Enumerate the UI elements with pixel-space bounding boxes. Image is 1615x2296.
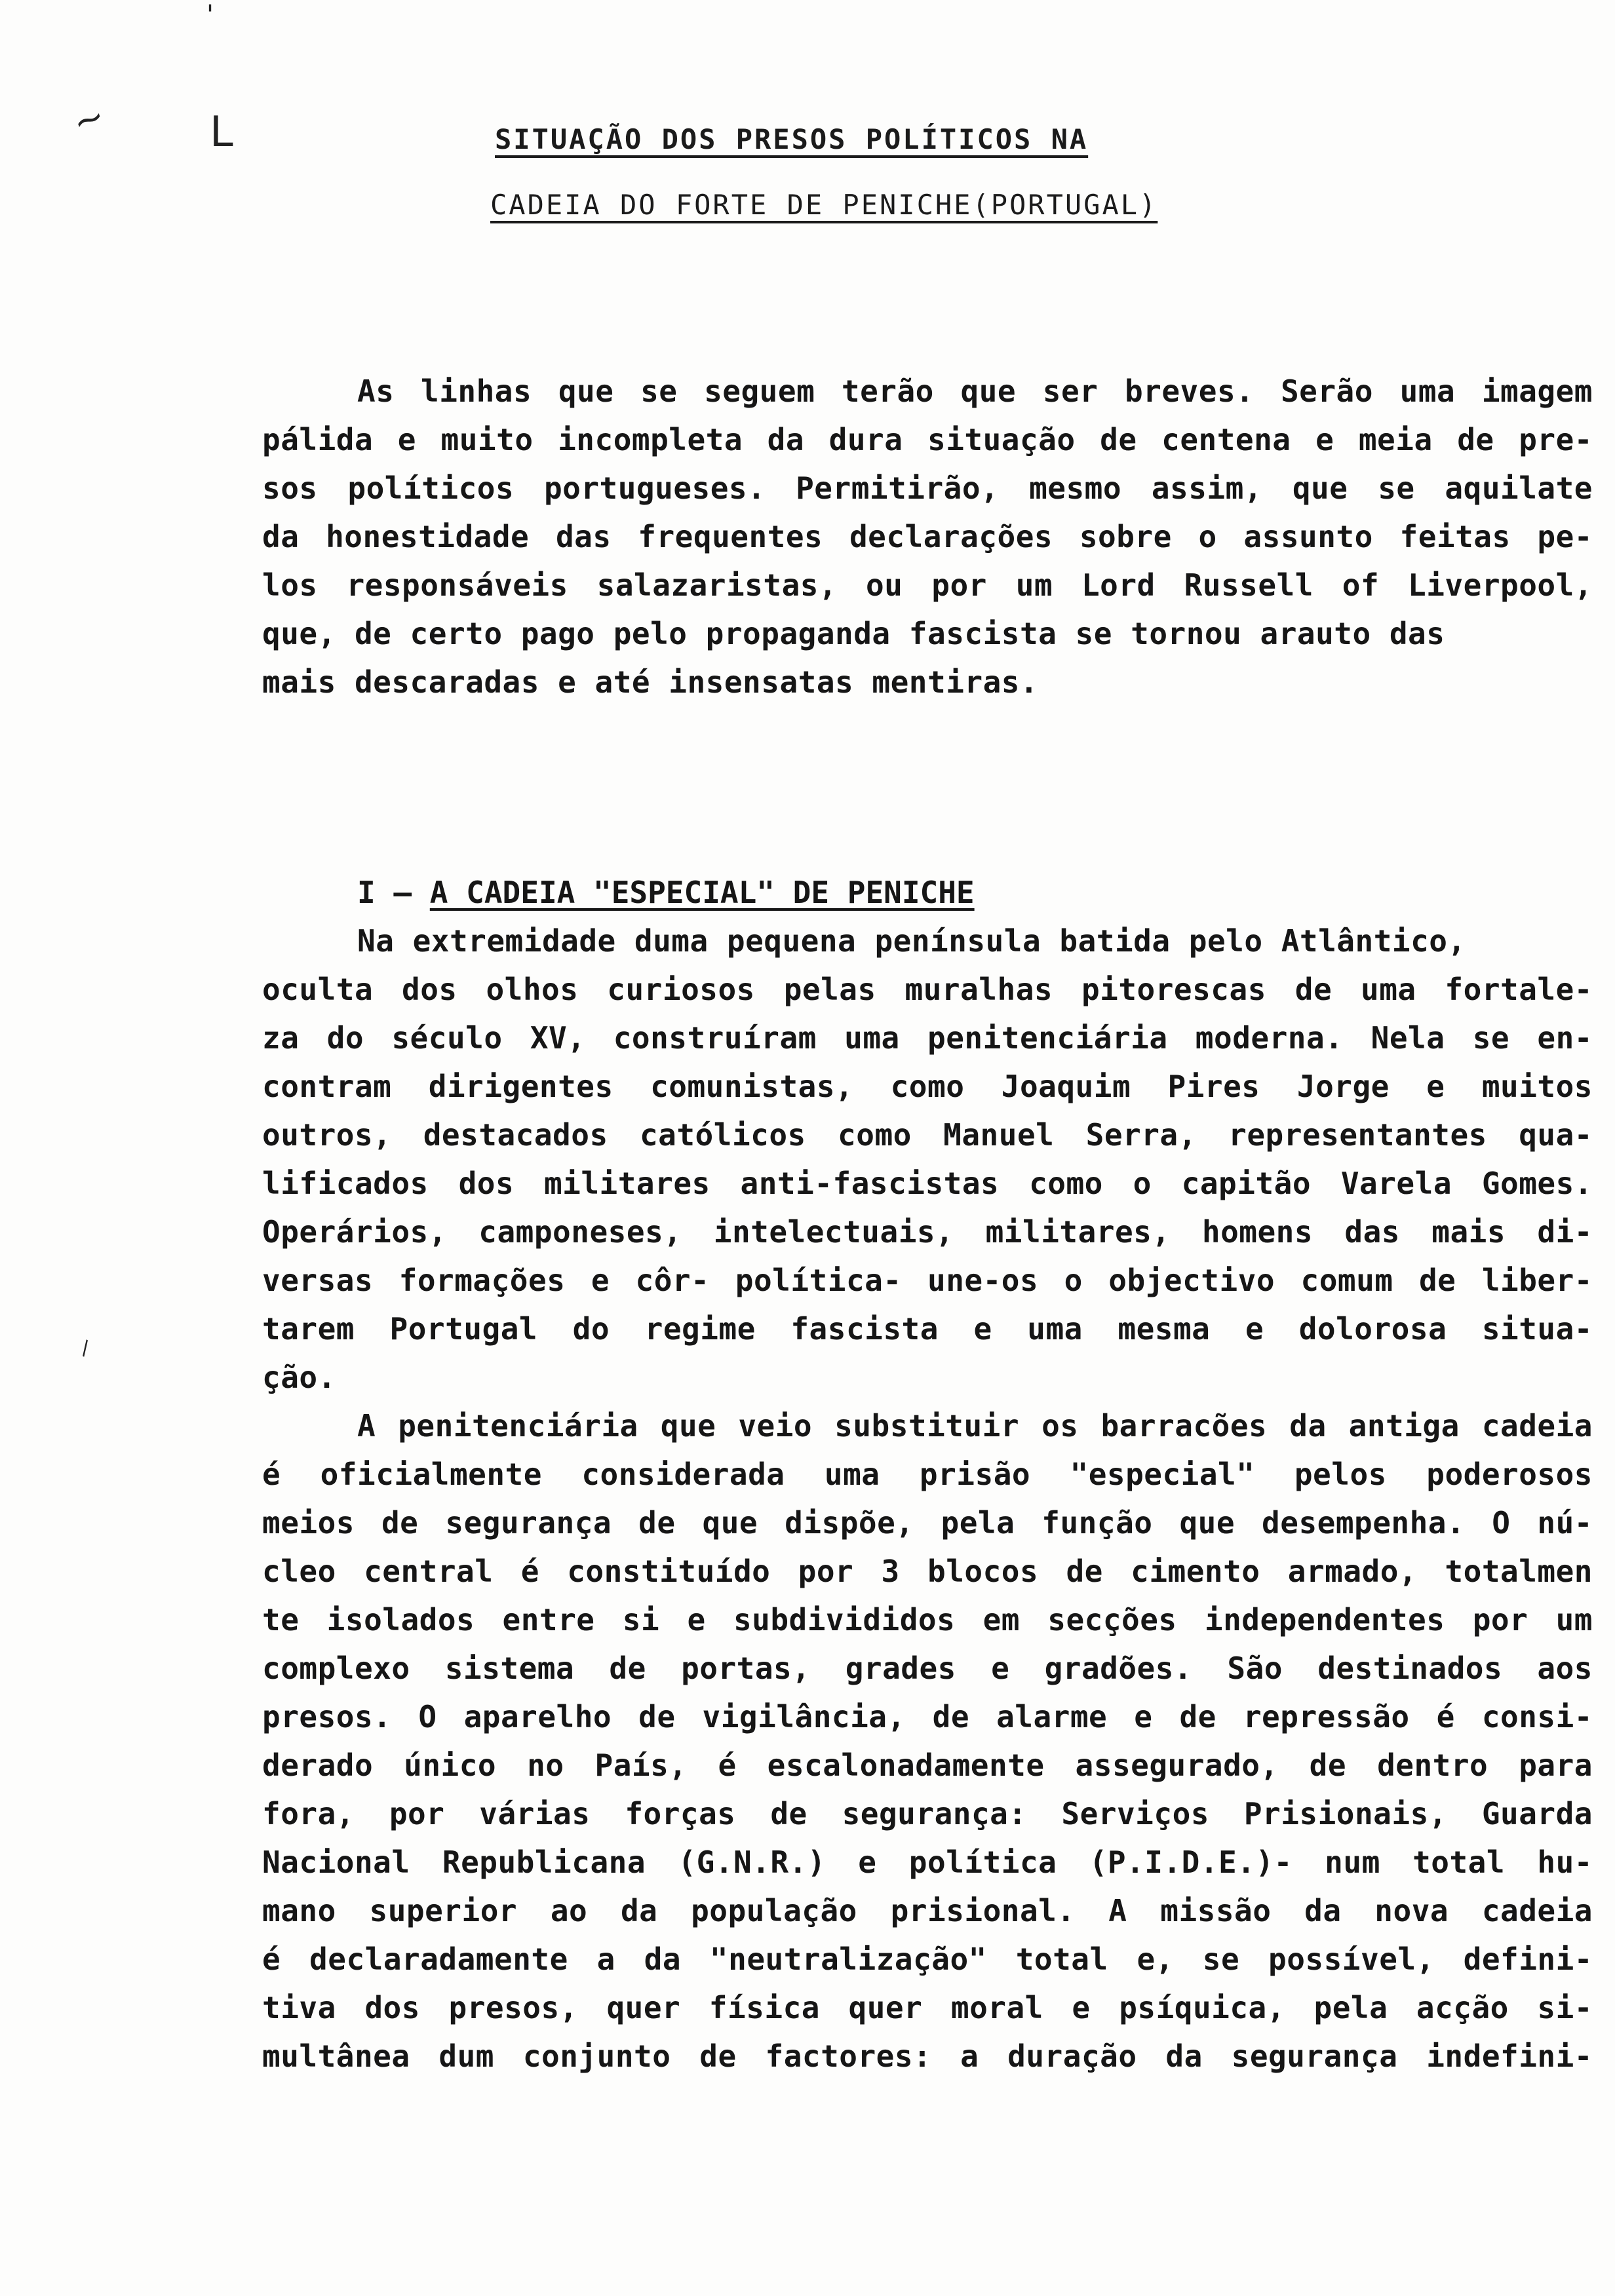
text-line: Operários, camponeses, intelectuais, militares, homens das mais di- (262, 1214, 1593, 1250)
section-1 (262, 868, 1593, 2080)
document-title-line-1: SITUAÇÃO DOS PRESOS POLÍTICOS NA (495, 123, 1089, 155)
text-line: za do século XV, construíram uma penitenciária moderna. Nela se en- (262, 1020, 1593, 1056)
section-title: A CADEIA "ESPECIAL" DE PENICHE (429, 875, 975, 910)
text-line: tiva dos presos, quer física quer moral e psíquica, pela acção si- (262, 1990, 1593, 2025)
text-line: pálida e muito incompleta da dura situação de centena e meia de pre- (262, 422, 1593, 457)
text-line: sos políticos portugueses. Permitirão, mesmo assim, que se aquilate (262, 470, 1593, 506)
text-line: cleo central é constituído por 3 blocos de cimento armado, totalmen (262, 1554, 1593, 1589)
text-line: derado único no País, é escalonadamente assegurado, de dentro para (262, 1748, 1593, 1783)
text-line: lificados dos militares anti-fascistas como o capitão Varela Gomes. (262, 1166, 1593, 1201)
text-line: meios de segurança de que dispõe, pela função que desempenha. O nú- (262, 1505, 1593, 1540)
text-line: ção. (262, 1360, 336, 1395)
text-line: da honestidade das frequentes declarações sobre o assunto feitas pe- (262, 519, 1593, 554)
text-line: presos. O aparelho de vigilância, de alarme e de repressão é consi- (262, 1699, 1593, 1734)
pen-mark: ~ (67, 94, 111, 145)
pen-mark: L (210, 108, 233, 157)
text-line: versas formações e côr- política- une-os o objectivo comum de liber- (262, 1263, 1593, 1298)
text-line: multânea dum conjunto de factores: a duração da segurança indefini- (262, 2038, 1593, 2074)
text-line: Nacional Republicana (G.N.R.) e política (P.I.D.E.)- num total hu- (262, 1845, 1593, 1880)
text-line: contram dirigentes comunistas, como Joaquim Pires Jorge e muitos (262, 1069, 1593, 1104)
pen-mark: \ (76, 1336, 94, 1360)
text-line: oculta dos olhos curiosos pelas muralhas pitorescas de uma fortale- (262, 972, 1593, 1007)
text-line: que, de certo pago pelo propaganda fascista se tornou arauto das (262, 616, 1445, 651)
text-line: é declaradamente a da "neutralização" total e, se possível, defini- (262, 1942, 1593, 1977)
text-line: te isolados entre si e subdivididos em secções independentes por um (262, 1602, 1593, 1637)
text-line: fora, por várias forças de segurança: Serviços Prisionais, Guarda (262, 1796, 1593, 1831)
text-line: é oficialmente considerada uma prisão "especial" pelos poderosos (262, 1457, 1593, 1492)
text-line: tarem Portugal do regime fascista e uma mesma e dolorosa situa- (262, 1311, 1593, 1347)
text-line: mais descaradas e até insensatas mentiras. (262, 664, 1039, 700)
document-title-line-2: CADEIA DO FORTE DE PENICHE(PORTUGAL) (490, 189, 1158, 221)
text-line: Na extremidade duma pequena península batida pelo Atlântico, (357, 923, 1466, 959)
text-line: As linhas que se seguem terão que ser breves. Serão uma imagem (357, 373, 1593, 409)
pen-mark: ' (206, 0, 214, 30)
section-heading (262, 868, 1593, 917)
text-line: los responsáveis salazaristas, ou por um Lord Russell of Liverpool, (262, 567, 1593, 603)
text-line: outros, destacados católicos como Manuel Serra, representantes qua- (262, 1117, 1593, 1153)
intro-paragraph (262, 367, 1593, 706)
text-line: complexo sistema de portas, grades e gradões. São destinados aos (262, 1651, 1593, 1686)
text-line: mano superior ao da população prisional. A missão da nova cadeia (262, 1893, 1593, 1928)
section-number: I – (357, 875, 430, 910)
text-line: A penitenciária que veio substituir os barracões da antiga cadeia (357, 1408, 1593, 1444)
